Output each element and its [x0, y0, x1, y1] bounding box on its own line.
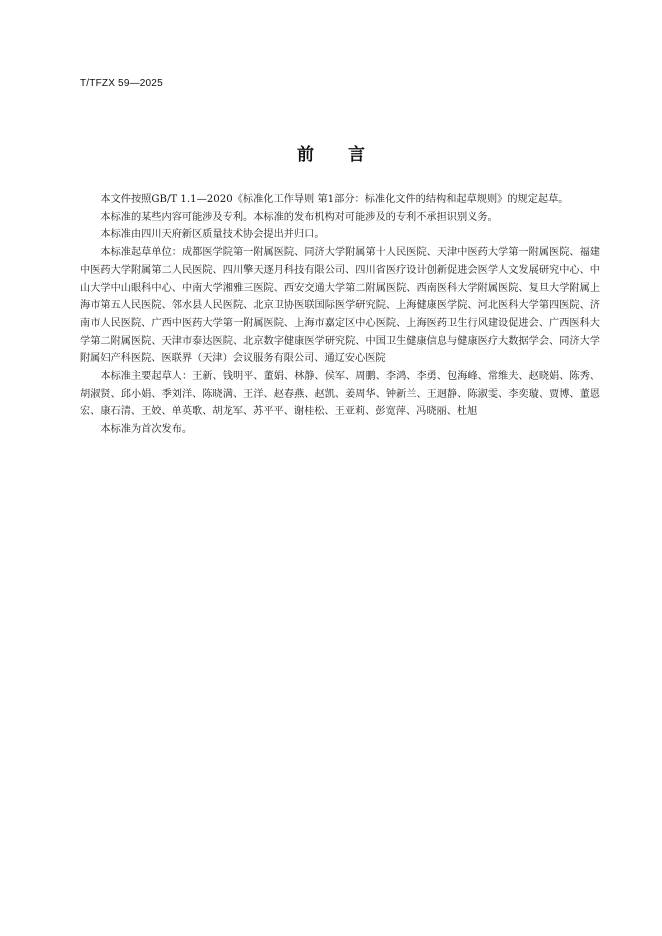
- paragraph-proposer: 本标准由四川天府新区质量技术协会提出并归口。: [100, 229, 325, 241]
- paragraph-patent-notice: 本标准的某些内容可能涉及专利。本标准的发布机构对可能涉及的专利不承担识别义务。: [100, 211, 498, 223]
- paragraph-drafters: 本标准主要起草人：王新、钱明平、董娟、林静、侯军、周鹏、李鸿、李勇、包海峰、常维夫、赵晓娟、陈秀、胡淑贤、邱小娟、季刘洋、陈晓满、王洋、赵春燕、赵凯、姜周华、钟新兰、王迥静、陈淑雯、李奕璇、贾博、董恩宏、康石清、王姣、单英歌、胡龙军、苏平平、谢桂松、王亚莉、彭宽萍、冯晓丽、杜旭: [80, 371, 600, 418]
- foreword-body: [80, 191, 600, 439]
- page-title: 前言: [297, 145, 399, 165]
- paragraph-drafting-units: 本标准起草单位：成都医学院第一附属医院、同济大学附属第十人民医院、天津中医药大学第一附属医院、福建中医药大学附属第二人民医院、四川擎天逐月科技有限公司、四川省医疗设计创新促进会医学人文发展研究中心、中山大学中山眼科中心、中南大学湘雅三医院、西安交通大学第二附属医院、西南医科大学附属医院、复旦大学附属上海市第五人民医院、邻水县人民医院、北京卫协医联国际医学研究院、上海健康医学院、河北医科大学第四医院、济南市人民医院、广西中医药大学第一附属医院、上海市嘉定区中心医院、上海医药卫生行风建设促进会、广西医科大学第二附属医院、天津市泰达医院、北京数字健康医学研究院、中国卫生健康信息与健康医疗大数据学会、同济大学附属妇产科医院、医联界（天津）会议服务有限公司、通辽安心医院: [80, 247, 600, 365]
- paragraph-first-release: 本标准为首次发布。: [100, 424, 193, 436]
- document-code: T/TFZX 59—2025: [80, 78, 163, 89]
- paragraph-drafting-rules: 本文件按照GB/T 1.1—2020《标准化工作导则 第1部分：标准化文件的结构和起草规则》的规定起草。: [100, 194, 569, 205]
